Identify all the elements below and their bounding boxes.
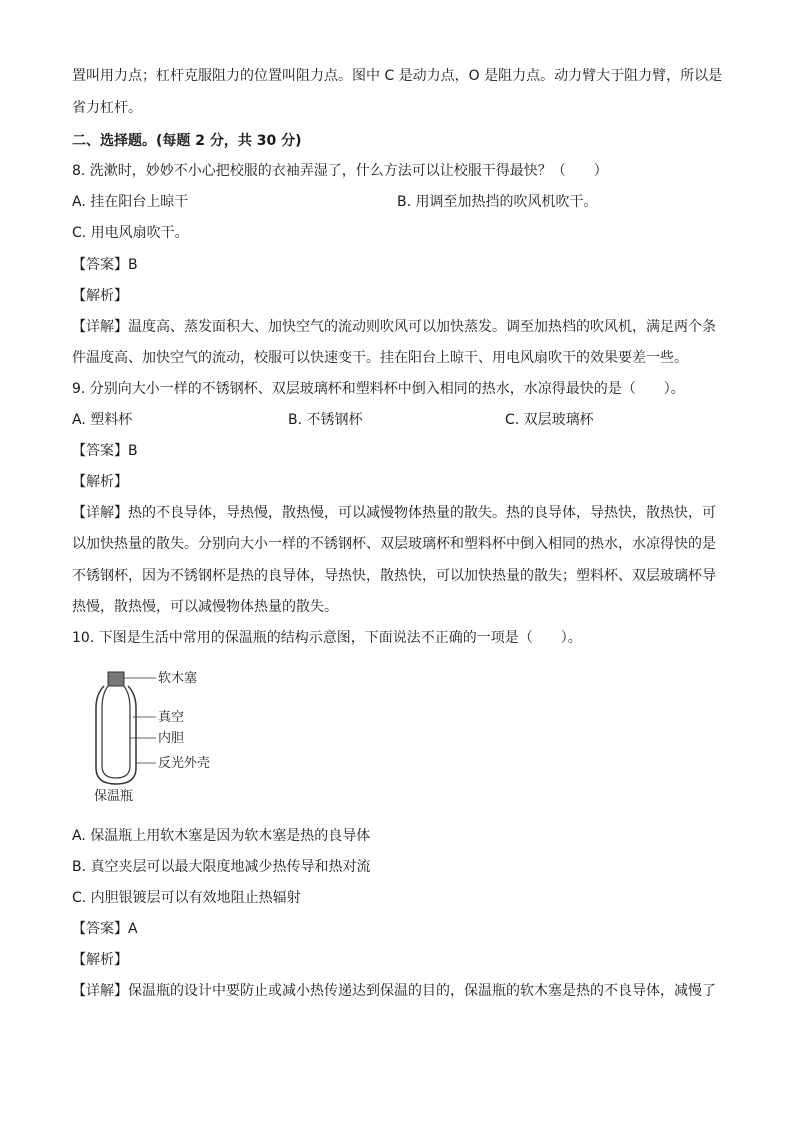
q8-analysis-label: 【解析】	[72, 288, 128, 304]
cork-shape	[108, 672, 124, 686]
q9-detail-2: 以加快热量的散失。分别向大小一样的不锈钢杯、双层玻璃杯和塑料杯中倒入相同的热水，水凉得快的是	[72, 536, 716, 552]
q10-option-c: C. 内胆银镀层可以有效地阻止热辐射	[72, 890, 301, 906]
q9-stem: 9. 分别向大小一样的不锈钢杯、双层玻璃杯和塑料杯中倒入相同的热水，水凉得最快的是（ ）。	[72, 381, 685, 397]
q9-answer: 【答案】B	[72, 443, 138, 459]
section-title: 二、选择题。(每题 2 分，共 30 分)	[72, 133, 302, 149]
q8-detail-1: 【详解】温度高、蒸发面积大、加快空气的流动则吹风可以加快蒸发。调至加热档的吹风机，满足两个条	[72, 319, 716, 335]
q10-detail-1: 【详解】保温瓶的设计中要防止或减小热传递达到保温的目的，保温瓶的软木塞是热的不良导体，减慢了	[72, 983, 716, 999]
intro-line-1: 置叫用力点；杠杆克服阻力的位置叫阻力点。图中 C 是动力点，O 是阻力点。动力臂大于阻力臂，所以是	[72, 68, 723, 84]
q8-option-b: B. 用调至加热挡的吹风机吹干。	[397, 194, 598, 210]
q8-option-a: A. 挂在阳台上晾干	[72, 194, 189, 210]
inner-liner-shape	[102, 686, 130, 778]
q9-analysis-label: 【解析】	[72, 474, 128, 490]
q10-analysis-label: 【解析】	[72, 952, 128, 968]
diagram-caption: 保温瓶	[94, 789, 134, 804]
q10-stem: 10. 下图是生活中常用的保温瓶的结构示意图，下面说法不正确的一项是（ ）。	[72, 630, 582, 646]
q10-option-b: B. 真空夹层可以最大限度地减少热传导和热对流	[72, 859, 371, 875]
q9-option-b: B. 不锈钢杯	[288, 412, 363, 428]
q9-option-a: A. 塑料杯	[72, 412, 133, 428]
q9-detail-1: 【详解】热的不良导体，导热慢，散热慢，可以减慢物体热量的散失。热的良导体，导热快，散热快，可	[72, 505, 716, 521]
intro-line-2: 省力杠杆。	[72, 100, 142, 116]
label-cork: 软木塞	[158, 671, 198, 686]
q8-answer: 【答案】B	[72, 257, 138, 273]
q9-detail-3: 不锈钢杯，因为不锈钢杯是热的良导体，导热快，散热快，可以加快热量的散失；塑料杯、双层玻璃杯导	[72, 568, 716, 584]
q8-detail-2: 件温度高、加快空气的流动，校服可以快速变干。挂在阳台上晾干、用电风扇吹干的效果要差一些。	[72, 350, 688, 366]
q10-option-a: A. 保温瓶上用软木塞是因为软木塞是热的良导体	[72, 828, 371, 844]
q10-answer: 【答案】A	[72, 921, 138, 937]
label-liner: 内胆	[158, 731, 185, 746]
q9-detail-4: 热慢，散热慢，可以减慢物体热量的散失。	[72, 599, 338, 615]
q8-stem: 8. 洗漱时，妙妙不小心把校服的衣袖弄湿了，什么方法可以让校服干得最快？（ ）	[72, 163, 608, 179]
label-vacuum: 真空	[158, 710, 185, 725]
q9-option-c: C. 双层玻璃杯	[505, 412, 594, 428]
q8-option-c: C. 用电风扇吹干。	[72, 225, 189, 241]
thermos-diagram	[88, 668, 228, 808]
label-shell: 反光外壳	[158, 756, 211, 771]
